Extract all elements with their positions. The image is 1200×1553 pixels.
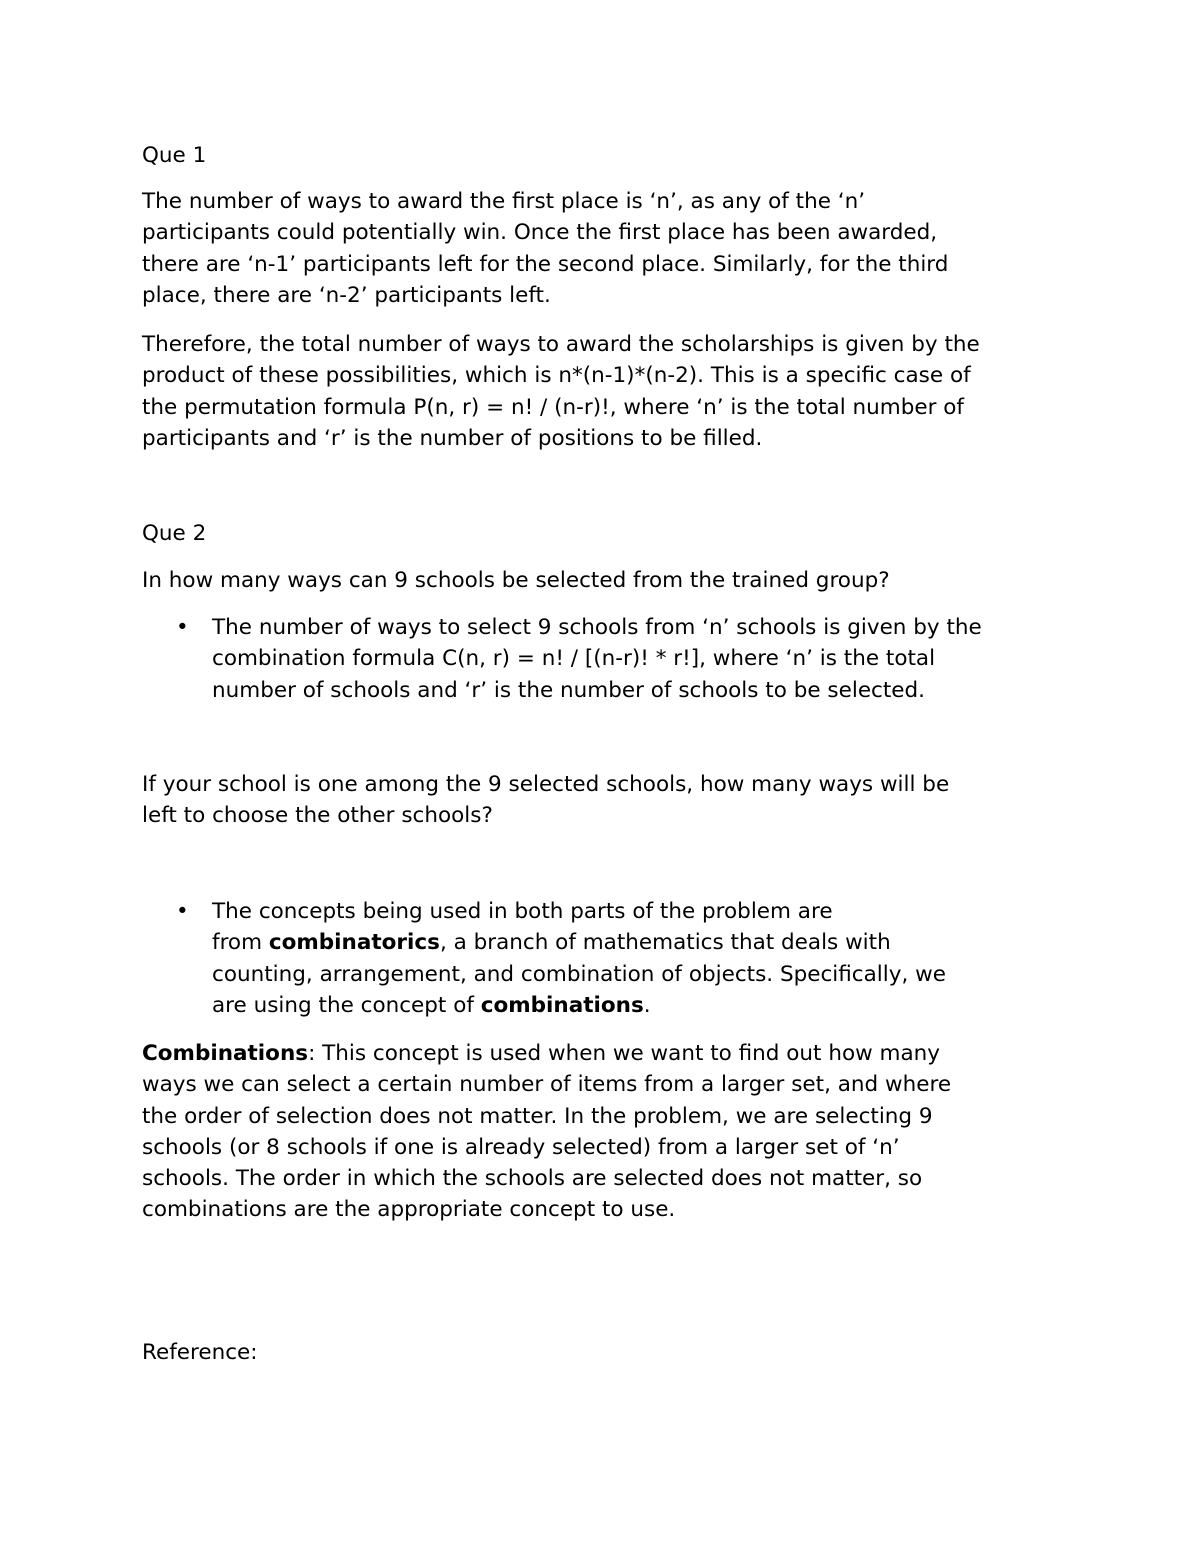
q2-b1-line: The number of ways to select 9 schools from ‘n’ schools is given by the: [212, 615, 982, 640]
comb-line: schools. The order in which the schools are selected does not matter, so: [142, 1166, 923, 1192]
q1-paragraph-2: [142, 329, 980, 454]
q2-question-1: In how many ways can 9 schools be selected from the trained group?: [142, 568, 890, 593]
q1-p1-line: The number of ways to award the first place is ‘n’, as any of the ‘n’: [142, 189, 866, 214]
q2-q2-line: If your school is one among the 9 selected schools, how many ways will be: [142, 772, 950, 797]
comb-line: [142, 1038, 951, 1069]
q1-p1-line: participants could potentially win. Once the first place has been awarded,: [142, 220, 938, 246]
reference-label: Reference:: [142, 1340, 258, 1365]
q2-bullet-1-text: [212, 612, 982, 706]
q2-b2-line4-post: .: [643, 992, 651, 1018]
q2-b1-line: number of schools and ‘r’ is the number of schools to be selected.: [212, 677, 926, 703]
comb-line: schools (or 8 schools if one is already selected) from a larger set of ‘n’: [142, 1134, 900, 1160]
q1-p1-line: there are ‘n-1’ participants left for the second place. Similarly, for the third: [142, 251, 949, 277]
comb-line: ways we can select a certain number of items from a larger set, and where: [142, 1072, 952, 1098]
comb-line: the order of selection does not matter. In the problem, we are selecting 9: [142, 1103, 933, 1129]
q2-heading: Que 2: [142, 521, 207, 546]
q2-b2-line: [212, 990, 946, 1021]
q2-q2-line: left to choose the other schools?: [142, 803, 493, 829]
bullet-icon: •: [176, 615, 189, 640]
q1-p2-line: participants and ‘r’ is the number of positions to be filled.: [142, 425, 763, 451]
combinations-paragraph: [142, 1038, 951, 1226]
comb-line1-post: : This concept is used when we want to find out how many: [308, 1041, 940, 1066]
q1-p2-line: the permutation formula P(n, r) = n! / (n-r)!, where ‘n’ is the total number of: [142, 394, 964, 420]
q2-b2-line2-post: , a branch of mathematics that deals with: [439, 930, 891, 956]
term-combinations-heading: Combinations: [142, 1041, 309, 1066]
q2-b2-line: [212, 927, 946, 958]
bullet-icon: •: [176, 899, 189, 924]
term-combinatorics: combinatorics: [268, 930, 440, 956]
q1-p2-line: product of these possibilities, which is n*(n-1)*(n-2). This is a specific case of: [142, 363, 971, 389]
q2-bullet-2-text: [212, 896, 946, 1021]
q2-b2-line: counting, arrangement, and combination of objects. Specifically, we: [212, 961, 946, 987]
q1-heading: Que 1: [142, 143, 207, 168]
q2-b1-line: combination formula C(n, r) = n! / [(n-r)! * r!], where ‘n’ is the total: [212, 646, 936, 672]
q1-paragraph-1: [142, 186, 948, 311]
q2-b2-line: The concepts being used in both parts of the problem are: [212, 899, 833, 924]
q2-b2-line2-pre: from: [212, 930, 269, 956]
comb-line: combinations are the appropriate concept to use.: [142, 1197, 676, 1223]
q1-p2-line: Therefore, the total number of ways to award the scholarships is given by the: [142, 332, 980, 357]
term-combinations: combinations: [480, 992, 644, 1018]
q1-p1-line: place, there are ‘n-2’ participants left.: [142, 282, 551, 308]
q2-b2-line4-pre: are using the concept of: [212, 992, 481, 1018]
q2-question-2: [142, 769, 949, 832]
